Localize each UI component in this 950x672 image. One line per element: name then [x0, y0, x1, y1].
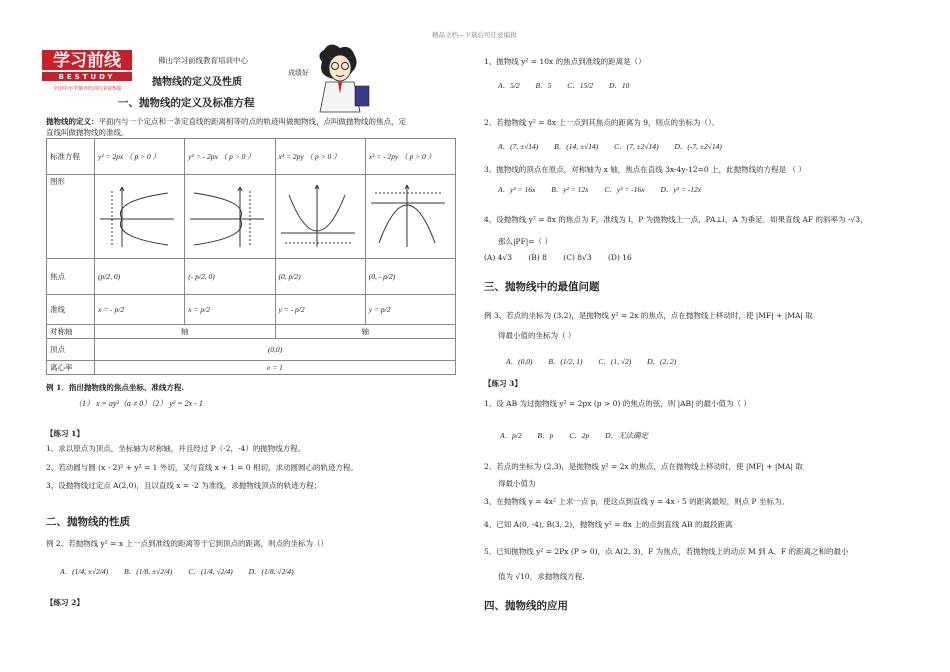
definition-line1	[46, 116, 406, 127]
table-dir3: y = - p/2	[275, 295, 365, 325]
institute-name: 佛山学习前线教育培训中心	[158, 56, 248, 65]
table-label-axis: 对称轴	[47, 325, 95, 339]
example3-option-a: A．(0,0)	[506, 357, 533, 366]
table-label-directrix: 准线	[47, 295, 95, 325]
table-eq4: x² = - 2py （ p > 0 ）	[365, 139, 455, 175]
practice3-q5: 5、已知抛物线 y² = 2Px (P > 0)，点 A(2, 3)，F 为焦点，若抛物线上的动点 M 到 A、F 的距离之和的最小	[484, 547, 849, 556]
right-q1-options	[498, 80, 643, 91]
graph-up-opening	[275, 175, 365, 259]
example3-option-d: D．(2, 2)	[647, 357, 677, 366]
practice3-q1-option-b: B．p	[537, 431, 554, 440]
right-q1: 1、抛物线 y² = 10x 的焦点到准线的距离是（）	[484, 57, 646, 66]
right-q4-option-d: (D) 16	[608, 253, 632, 262]
right-q4-option-b: (B) 8	[528, 253, 547, 262]
table-row-vertex	[47, 339, 456, 361]
right-q4-option-a: (A) 4√3	[484, 253, 512, 262]
graph3-icon	[279, 181, 359, 251]
table-axis1: 轴	[95, 325, 276, 339]
practice3-q1-option-a: A．p/2	[500, 431, 522, 440]
practice2-title: 【练习 2】	[46, 598, 84, 607]
example1-title: 例 1．指出抛物线的焦点坐标、准线方程.	[46, 383, 184, 392]
lesson-title: 抛物线的定义及性质	[152, 77, 242, 88]
practice1-q3: 3、设抛物线过定点 A(2,0)，且以直线 x = -2 为准线，求抛物线顶点的轨迹方程；	[46, 481, 322, 490]
practice3-q2: 2、若点的坐标为 (2,3)，是抛物线 y² = 2x 的焦点，点在抛物线上移动时，使 |MF| + |MA| 取	[484, 462, 803, 471]
example2-option-a: A．(1/4, ±√2/4)	[60, 567, 109, 576]
table-dir4: y = p/2	[365, 295, 455, 325]
right-q3-option-a: A．y² = 16x	[498, 185, 536, 194]
definition-text: 平面内与一个定点和一条定直线的距离相等的点的轨迹叫做抛物线，点叫做抛物线的焦点，定	[98, 117, 406, 126]
right-q1-option-d: D．10	[608, 81, 630, 90]
practice3-q1-option-c: C．2p	[569, 431, 590, 440]
right-q2-option-b: B．(14, ±√14)	[554, 142, 599, 151]
section1-title: 一、抛物线的定义及标准方程	[118, 97, 255, 109]
table-focus1: (p/2, 0)	[95, 259, 185, 295]
practice1-title: 【练习 1】	[46, 429, 84, 438]
table-label-ecc: 离心率	[47, 361, 95, 375]
practice3-q3: 3、在抛物线 y = 4x² 上求一点 p，使这点到直线 y = 4x - 5 的距离最短，则点 P 坐标为。	[484, 497, 789, 506]
table-eq2: y² = - 2px （ p > 0 ）	[185, 139, 275, 175]
practice3-q5b: 值为 √10，求抛物线方程.	[498, 572, 585, 581]
section4-title: 四、抛物线的应用	[484, 600, 568, 612]
cartoon-icon	[300, 42, 380, 114]
right-q4-options	[484, 253, 646, 262]
table-eq1: y² = 2px （ p > 0 ）	[95, 139, 185, 175]
example1-parts: （1） x = ay²（a ≠ 0）（2） y² = 2x - 1	[74, 399, 203, 408]
right-q2-option-c: C．(7, ±2√14)	[614, 142, 659, 151]
graph1-icon	[98, 181, 178, 251]
practice3-q4: 4、已知 A(0, -4), B(3, 2)，抛物线 y² = 8x 上的点到直线 AB 的最段距离	[484, 520, 733, 529]
header-note: 精品文档---下载后可任意编辑	[432, 31, 517, 39]
logo	[40, 48, 140, 94]
practice1-q2: 2、若动圆与圆 (x - 2)² + y² = 1 外切，又与直线 x + 1 = 0 相切，求动圆圆心的轨迹方程。	[46, 463, 358, 472]
table-vertex: (0,0)	[95, 339, 456, 361]
example2-option-c: C．(1/4, √2/4)	[188, 567, 233, 576]
logo-text: 学习前线	[53, 51, 121, 71]
right-q3-option-b: B．y² = 12x	[551, 185, 589, 194]
right-q2: 2、若抛物线 y² = 8x 上一点到其焦点的距离为 9，则点的坐标为（）。	[484, 118, 720, 127]
practice3-q2b: 得最小值为	[498, 479, 536, 488]
example3-question-b: 得最小值的坐标为（ ）	[498, 331, 576, 340]
graph-left-opening	[185, 175, 275, 259]
table-axis2: 轴	[275, 325, 456, 339]
example2-options	[60, 566, 308, 577]
cartoon-teacher	[300, 42, 380, 114]
table-eq3: x² = 2py （ p > 0 ）	[275, 139, 365, 175]
logo-slogan: 全国中小学课外培训行业前5强	[52, 86, 122, 92]
table-row-focus	[47, 259, 456, 295]
graph-down-opening	[365, 175, 455, 259]
example3-option-b: B．(1/2, 1)	[548, 357, 583, 366]
example3-question: 例 3、若点的坐标为 (3,2)，是抛物线 y² = 2x 的焦点，点在抛物线上移动时，使 |MF| + |MA| 取	[484, 311, 813, 320]
parabola-table	[46, 138, 456, 375]
example3-options	[506, 356, 690, 367]
right-q3-option-c: C．y² = -16x	[604, 185, 645, 194]
example2-question: 例 2、若抛物线 y² = x 上一点到准线的距离等于它到顶点的距离，则点的坐标为（）	[46, 539, 328, 548]
right-q3-option-d: D．y² = -12x	[660, 185, 702, 194]
right-q3: 3、抛物线的顶点在原点，对称轴为 x 轴，焦点在直线 3x-4y-12=0 上，此抛物线的方程是 （ ）	[484, 165, 806, 174]
graph4-icon	[369, 181, 449, 251]
table-dir2: x = p/2	[185, 295, 275, 325]
right-q4-option-c: (C) 8√3	[563, 253, 592, 262]
right-q2-option-d: D．(-7, ±2√14)	[674, 142, 722, 151]
definition-line2: 直线叫做抛物线的准线。	[46, 128, 129, 137]
practice1-q1: 1、求以原点为顶点，坐标轴为对称轴，并且经过 P（-2，-4）的抛物线方程。	[46, 444, 306, 453]
section3-title: 三、抛物线中的最值问题	[484, 281, 600, 293]
right-q1-option-b: B．5	[535, 81, 552, 90]
right-q1-option-c: C．15/2	[567, 81, 594, 90]
section2-title: 二、抛物线的性质	[46, 516, 130, 528]
table-label-standard: 标准方程	[47, 139, 95, 175]
right-q2-options	[498, 141, 736, 152]
example2-option-b: B．(1/8, ±√2/4)	[124, 567, 173, 576]
table-row-ecc	[47, 361, 456, 375]
right-q3-options	[498, 184, 715, 195]
example3-option-c: C．(1, √2)	[598, 357, 632, 366]
table-focus3: (0, p/2)	[275, 259, 365, 295]
table-focus4: (0, - p/2)	[365, 259, 455, 295]
table-row-directrix	[47, 295, 456, 325]
practice3-q1-options	[500, 430, 662, 441]
table-dir1: x = - p/2	[95, 295, 185, 325]
table-row-standard	[47, 139, 456, 175]
practice3-q1-option-d: D．无法确定	[605, 431, 649, 440]
table-row-axis	[47, 325, 456, 339]
graph2-icon	[188, 181, 268, 251]
graph-right-opening	[95, 175, 185, 259]
table-focus2: (- p/2, 0)	[185, 259, 275, 295]
practice3-title: 【练习 3】	[484, 379, 522, 388]
right-q2-option-a: A．(7, ±√14)	[498, 142, 539, 151]
logo-sub: BESTUDY	[58, 73, 116, 81]
right-q4b: 那么|PF|=（ ）	[498, 237, 552, 246]
definition-label: 抛物线的定义：	[46, 117, 99, 126]
cartoon-caption: 成绩好	[288, 69, 309, 77]
table-row-graph	[47, 175, 456, 259]
right-q1-option-a: A．5/2	[498, 81, 520, 90]
example2-option-d: D．(1/8, √2/4)	[248, 567, 294, 576]
table-label-vertex: 顶点	[47, 339, 95, 361]
right-q4: 4、设抛物线 y² = 8x 的焦点为 F，准线为 l，P 为抛物线上一点，PA⊥l，A 为垂足．如果直线 AF 的斜率为 -√3，	[484, 215, 868, 224]
logo-graphic	[40, 48, 140, 94]
practice3-q1: 1、设 AB 为过抛物线 y² = 2px (p > 0) 的焦点的弦，则 |AB| 的最小值为（ ）	[484, 399, 751, 408]
table-label-focus: 焦点	[47, 259, 95, 295]
table-label-graph: 图形	[47, 175, 95, 259]
table-ecc: e = 1	[95, 361, 456, 375]
